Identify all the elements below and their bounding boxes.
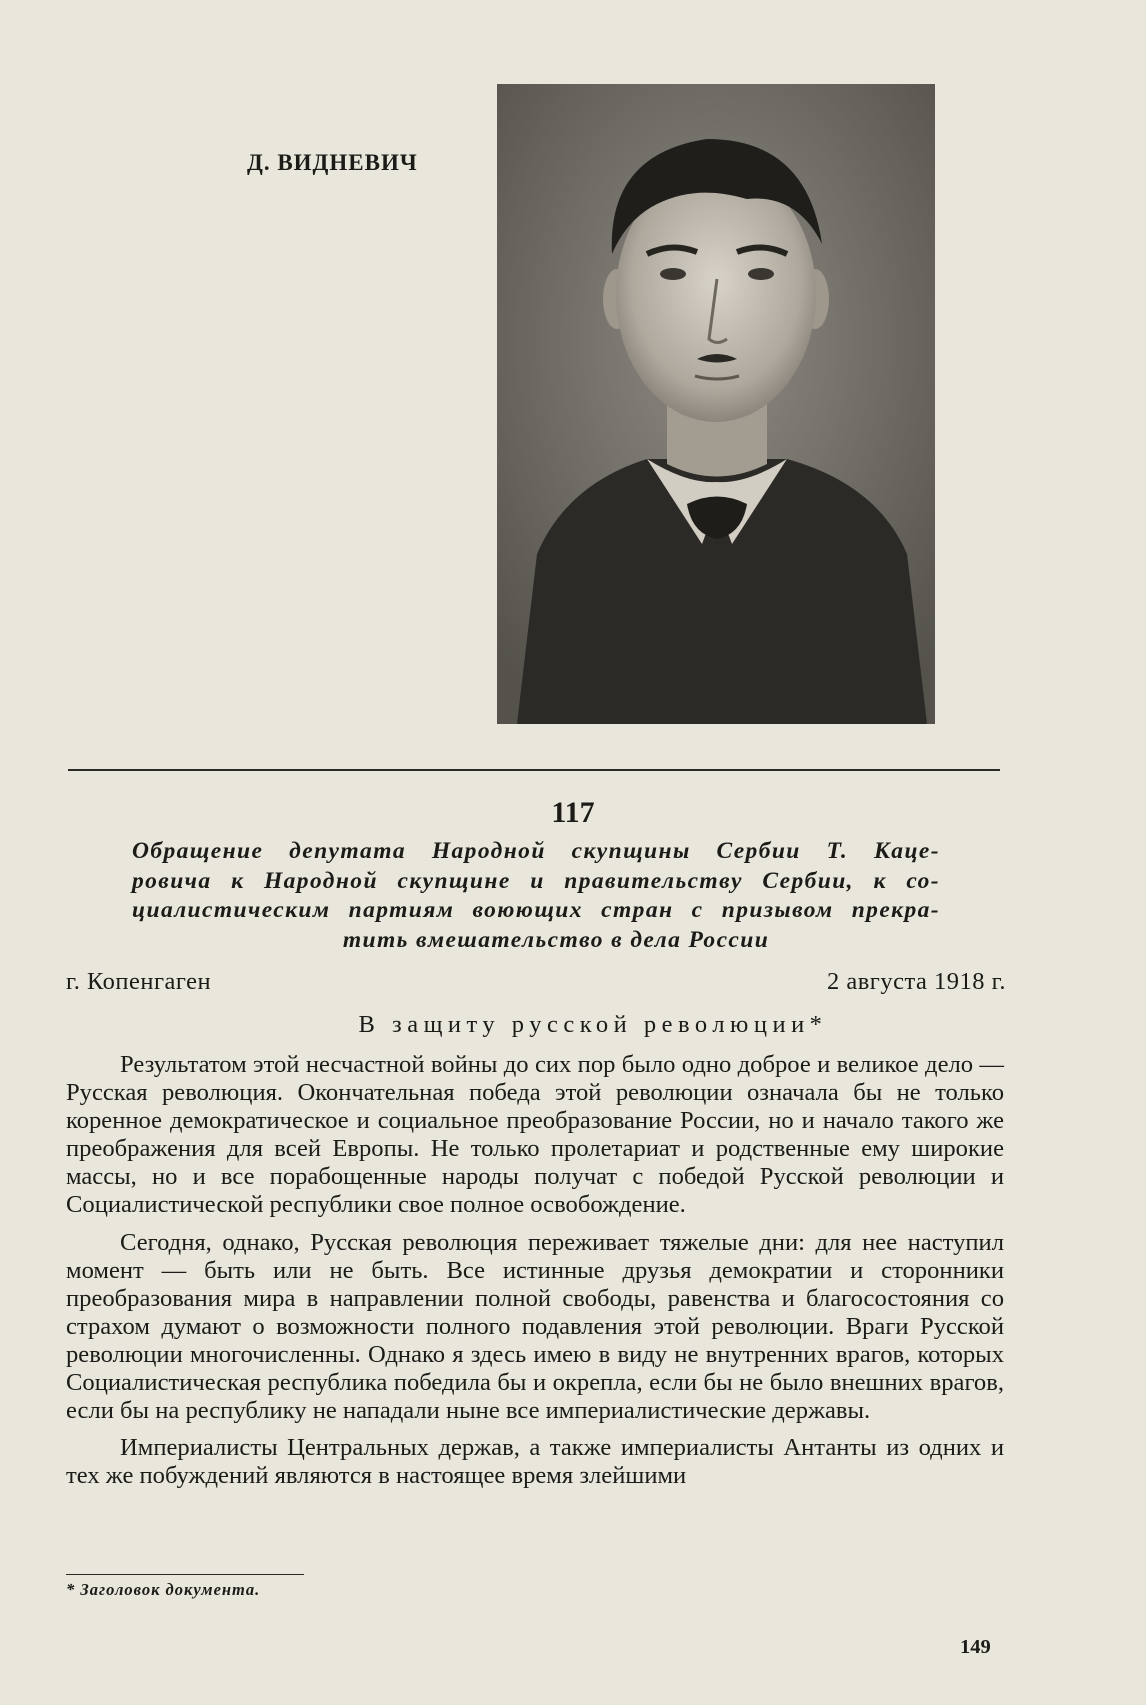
page-number: 149 (960, 1636, 991, 1658)
footnote: * Заголовок документа. (66, 1580, 261, 1599)
photo-caption: Д. ВИДНЕВИЧ (247, 150, 418, 175)
heading-line: циалистическим партиям воюющих стран с призывом прекра- (132, 897, 940, 923)
section-title: В защиту русской революции* (358, 1011, 828, 1038)
document-date: 2 августа 1918 г. (826, 968, 1006, 995)
document-number: 117 (551, 796, 595, 829)
paragraph: Империалисты Центральных держав, а также империалисты Антанты из одних и тех же побуждений являются в настоящее время злейшими (66, 1434, 1004, 1490)
heading-line: Обращение депутата Народной скупщины Сербии Т. Каце- (132, 838, 940, 864)
paragraph: Результатом этой несчастной войны до сих пор было одно доброе и великое дело — Русская революция. Окончательная победа этой революции означала бы не только коренное демократическое и социальное преобразование России, но и начало такого же преображения для всей Европы. Не только пролетариат и родственные ему широкие массы, но и все порабощенные народы получат с победой Русской революции и Социалистической республики свое полное освобождение. (66, 1051, 1004, 1219)
heading-line: ровича к Народной скупщине и правительству Сербии, к со- (132, 867, 940, 894)
paragraph: Сегодня, однако, Русская революция переживает тяжелые дни: для нее наступил момент — быть или не быть. Все истинные друзья демократии и сторонники преобразования мира в направлении полной свободы, равенства и благосостояния со страхом думают о возможности полного подавления этой революции. Враги Русской революции многочисленны. Однако я здесь имею в виду не внутренних врагов, которых Социалистическая республика победила бы и окрепла, если бы не было внешних врагов, если бы на республику не нападали ныне все империалистические державы. (66, 1228, 1004, 1425)
heading-line: тить вмешательство в дела России (342, 926, 770, 953)
document-place: г. Копенгаген (66, 968, 212, 995)
portrait-photo (497, 84, 935, 724)
document-heading (132, 837, 940, 955)
body-text (66, 1051, 1004, 1499)
top-divider (68, 769, 1000, 771)
footnote-divider (66, 1574, 304, 1575)
place-date-row (66, 968, 1006, 996)
